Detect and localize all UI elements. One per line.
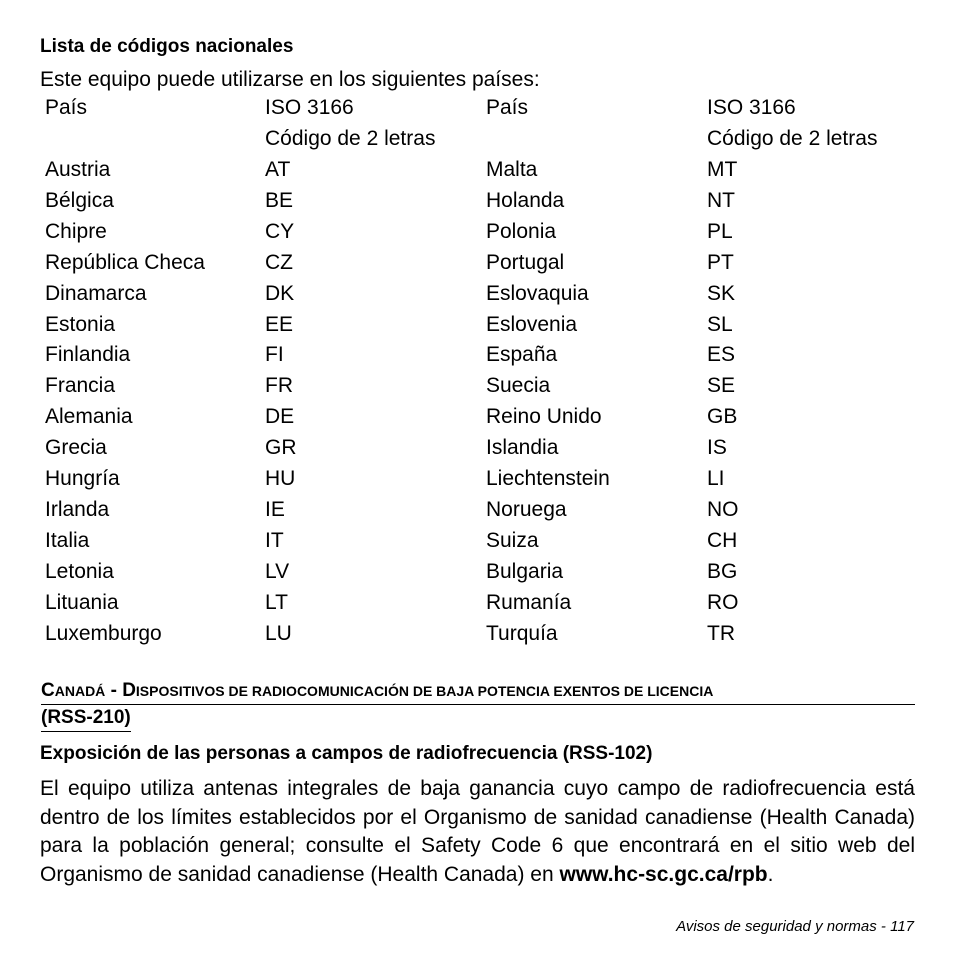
iso-code: LU [265,621,292,645]
iso-code: IE [265,497,285,521]
iso-code: PL [707,219,733,243]
country-name: Francia [45,374,116,398]
iso-code: NO [707,497,739,521]
table-header-country: País [486,96,529,119]
iso-code: IT [265,528,284,552]
iso-code: MT [707,158,738,181]
subsection-heading: Exposición de las personas a campos de radiofrecuencia (RSS-102) [40,743,653,764]
body-paragraph [40,775,915,889]
country-name: Chipre [45,219,107,243]
iso-code: BG [707,559,738,583]
iso-code: LI [707,467,725,490]
iso-code: LT [265,590,288,614]
iso-code: BE [265,188,294,212]
country-name: Italia [45,528,90,552]
country-name: Irlanda [45,497,110,521]
iso-code: GR [265,436,297,460]
country-name: Reino Unido [486,405,602,429]
section-title [41,678,915,732]
iso-code: DK [265,281,295,305]
country-name: República Checa [45,250,205,274]
country-name: Portugal [486,250,565,274]
iso-code: CY [265,219,295,243]
country-name: Bulgaria [486,559,564,583]
country-name: Suecia [486,374,551,398]
country-name: Estonia [45,312,116,336]
table-header-iso: ISO 3166 [265,96,354,119]
country-name: Eslovaquia [486,281,589,305]
country-name: Eslovenia [486,312,578,336]
country-name: Hungría [45,467,120,490]
country-name: Austria [45,158,111,181]
country-name: Lituania [45,590,119,614]
country-name: Liechtenstein [486,467,610,490]
country-name: Turquía [486,621,558,645]
iso-code: SE [707,374,736,398]
table-header-iso-sub: Código de 2 letras [265,127,436,150]
section-smallcaps: ANADÁ [54,683,106,699]
iso-code: FI [265,343,284,367]
iso-code: FR [265,374,293,398]
intro-text: Este equipo puede utilizarse en los siguientes países: [40,68,540,91]
country-name: Finlandia [45,343,131,367]
iso-code: LV [265,559,290,583]
section-cap: C [41,680,55,701]
section-smallcaps: ISPOSITIVOS DE RADIOCOMUNICACIÓN DE BAJA POTENCIA EXENTOS DE LICENCIA [135,683,714,699]
iso-code: ES [707,343,736,367]
section-title-line1 [41,678,915,705]
country-name: Grecia [45,436,107,460]
iso-code: EE [265,312,294,336]
iso-code: AT [265,158,291,181]
iso-code: IS [707,436,727,460]
iso-code: PT [707,250,734,274]
country-name: Luxemburgo [45,621,162,645]
page-footer: Avisos de seguridad y normas - 117 [676,918,914,935]
table-header-country: País [45,96,88,119]
section-separator: - [105,680,123,701]
iso-code: CZ [265,250,293,274]
country-name: España [486,343,558,367]
iso-code: SK [707,281,736,305]
iso-code: GB [707,405,738,429]
country-name: Islandia [486,436,559,460]
country-name: Polonia [486,219,557,243]
iso-code: CH [707,528,738,552]
country-name: Malta [486,158,538,181]
iso-code: NT [707,188,735,212]
iso-code: TR [707,621,735,645]
iso-code: SL [707,312,733,336]
section-title-line2: (RSS-210) [41,705,131,732]
page-heading: Lista de códigos nacionales [40,36,294,57]
country-name: Letonia [45,559,114,583]
iso-code: DE [265,405,295,429]
section-cap: D [122,680,136,701]
iso-code: RO [707,590,739,614]
paragraph-text: El equipo utiliza antenas integrales de baja ganancia cuyo campo de radiofrecuencia está dentro de los límites establecidos por el Organismo de sanidad canadiense (Health Canada) para la población general; consulte el Safety Code 6 que encontrará en el sitio web del Organismo de sanidad canadiense (Health Canada) en [40,777,915,886]
iso-code: HU [265,467,296,490]
country-name: Alemania [45,405,133,429]
country-name: Holanda [486,188,565,212]
country-name: Noruega [486,497,567,521]
country-name: Rumanía [486,590,572,614]
country-name: Dinamarca [45,281,147,305]
country-name: Suiza [486,528,539,552]
table-header-iso: ISO 3166 [707,96,796,119]
table-header-iso-sub: Código de 2 letras [707,127,878,150]
health-canada-url: www.hc-sc.gc.ca/rpb [559,862,768,886]
country-name: Bélgica [45,188,114,212]
paragraph-end: . [767,862,774,886]
